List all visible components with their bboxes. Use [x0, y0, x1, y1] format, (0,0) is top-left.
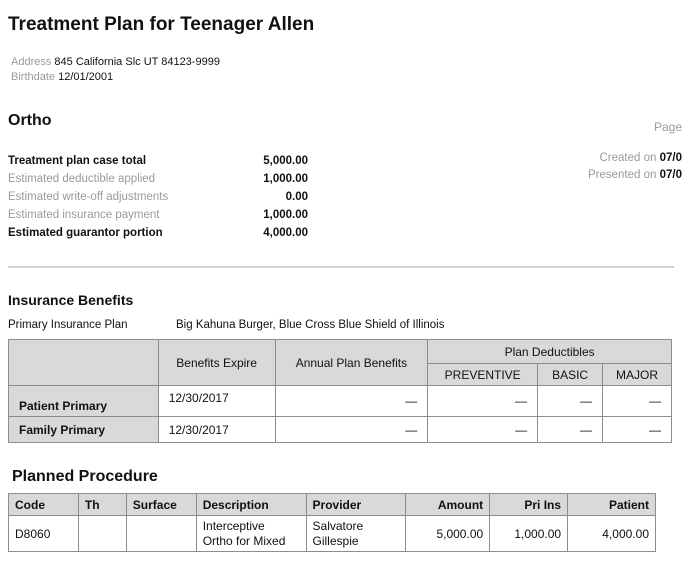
table-row	[9, 417, 672, 443]
created-line	[588, 150, 682, 167]
ortho-section-title: Ortho	[8, 112, 52, 129]
plan-label: Primary Insurance Plan	[8, 319, 128, 331]
basic-header: BASIC	[538, 364, 603, 386]
row-label: Family Primary	[9, 417, 159, 443]
description-cell	[196, 516, 306, 552]
summary-row-deductible	[8, 170, 308, 188]
case-summary	[8, 152, 308, 242]
description-line: Ortho for Mixed	[202, 533, 286, 548]
insurance-section-title: Insurance Benefits	[8, 292, 134, 308]
summary-label: Estimated deductible applied	[8, 173, 156, 185]
summary-row-guarantor	[8, 224, 308, 242]
basic-cell: —	[538, 417, 603, 443]
summary-value: 5,000.00	[263, 155, 308, 167]
presented-value: 07/0	[659, 169, 682, 181]
summary-value: 4,000.00	[263, 227, 308, 239]
summary-label: Treatment plan case total	[8, 155, 147, 167]
plan-value: Big Kahuna Burger, Blue Cross Blue Shield of Illinois	[176, 319, 445, 331]
insurance-benefits-table	[8, 339, 672, 443]
birthdate-value: 12/01/2001	[58, 71, 114, 83]
expire-cell: 12/30/2017	[158, 386, 275, 417]
patient-header: Patient	[568, 494, 656, 516]
provider-header: Provider	[306, 494, 406, 516]
page-label: Page	[653, 120, 682, 134]
planned-procedure-table	[8, 493, 656, 552]
summary-label: Estimated insurance payment	[8, 209, 160, 221]
tooth-cell	[78, 516, 126, 552]
address-line	[11, 55, 220, 70]
plan-deductibles-header: Plan Deductibles	[428, 340, 672, 364]
major-cell: —	[603, 386, 672, 417]
summary-row-insurance	[8, 206, 308, 224]
empty-header-cell	[9, 340, 159, 386]
preventive-cell: —	[428, 386, 538, 417]
summary-value: 1,000.00	[263, 209, 308, 221]
address-value: 845 California Slc UT 84123-9999	[54, 56, 220, 68]
summary-value: 1,000.00	[263, 173, 308, 185]
major-header: MAJOR	[603, 364, 672, 386]
provider-line: Gillespie	[312, 533, 359, 548]
summary-row-total	[8, 152, 308, 170]
created-value: 07/0	[659, 152, 682, 164]
patient-info	[11, 55, 220, 85]
tooth-header: Th	[78, 494, 126, 516]
benefits-expire-header: Benefits Expire	[158, 340, 275, 386]
created-label: Created on	[599, 152, 657, 164]
presented-label: Presented on	[587, 169, 657, 181]
annual-cell: —	[275, 417, 428, 443]
basic-cell: —	[538, 386, 603, 417]
table-row	[9, 516, 656, 552]
summary-label: Estimated write-off adjustments	[8, 191, 169, 203]
code-cell: D8060	[9, 516, 79, 552]
row-label: Patient Primary	[9, 386, 159, 417]
pri-ins-header: Pri Ins	[490, 494, 568, 516]
amount-header: Amount	[406, 494, 490, 516]
birthdate-label: Birthdate	[11, 71, 56, 83]
page-title: Treatment Plan for Teenager Allen	[8, 14, 315, 35]
description-line: Interceptive	[202, 518, 265, 533]
summary-row-writeoff	[8, 188, 308, 206]
provider-cell	[306, 516, 406, 552]
description-header: Description	[196, 494, 306, 516]
patient-cell: 4,000.00	[568, 516, 656, 552]
amount-cell: 5,000.00	[406, 516, 490, 552]
provider-line: Salvatore	[312, 518, 364, 533]
address-label: Address	[11, 56, 52, 68]
birthdate-line	[11, 70, 220, 85]
pri-ins-cell: 1,000.00	[490, 516, 568, 552]
plan-dates	[588, 150, 682, 184]
presented-line	[588, 167, 682, 184]
planned-procedure-title: Planned Procedure	[12, 468, 158, 485]
major-cell: —	[603, 417, 672, 443]
primary-plan-line	[8, 319, 668, 331]
surface-header: Surface	[126, 494, 196, 516]
preventive-header: PREVENTIVE	[428, 364, 538, 386]
section-divider	[8, 266, 674, 268]
preventive-cell: —	[428, 417, 538, 443]
expire-cell: 12/30/2017	[158, 417, 275, 443]
annual-benefits-header: Annual Plan Benefits	[275, 340, 428, 386]
summary-value: 0.00	[285, 191, 308, 203]
summary-label: Estimated guarantor portion	[8, 227, 163, 239]
code-header: Code	[9, 494, 79, 516]
table-row	[9, 386, 672, 417]
annual-cell: —	[275, 386, 428, 417]
surface-cell	[126, 516, 196, 552]
